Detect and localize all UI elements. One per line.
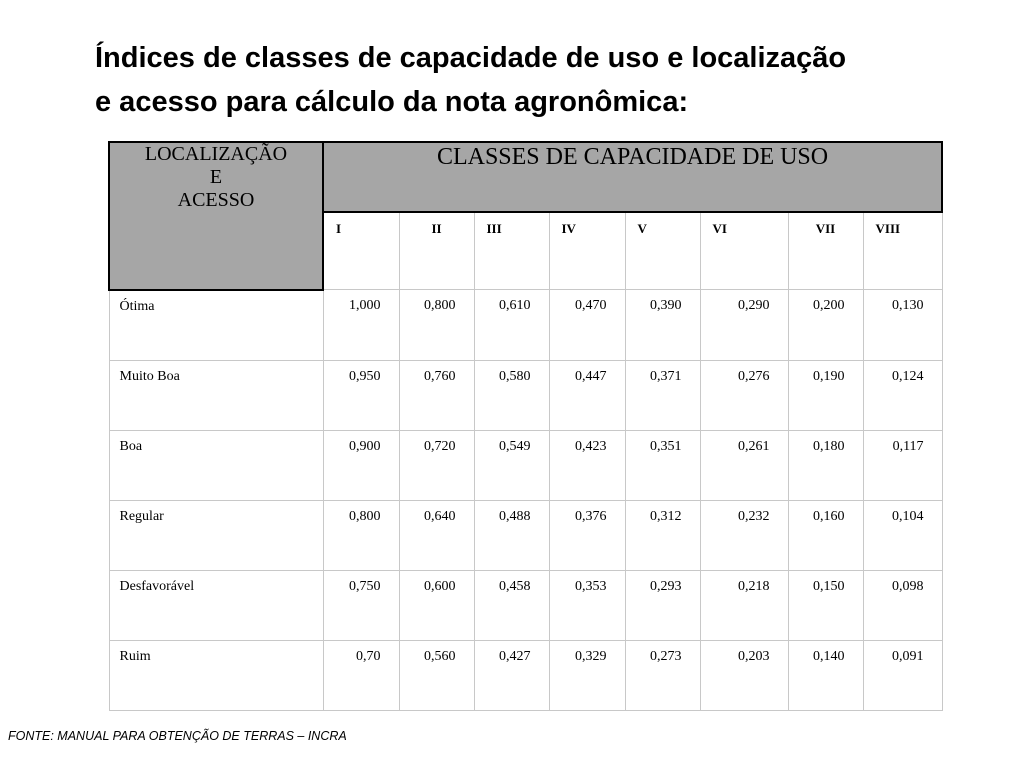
table-cell: 0,70: [323, 640, 399, 710]
table-cell: 0,800: [399, 290, 474, 361]
table-cell: 0,427: [474, 640, 549, 710]
table-cell: 0,180: [788, 430, 863, 500]
table-cell: 0,218: [700, 570, 788, 640]
title-line-1: Índices de classes de capacidade de uso e localização: [95, 42, 847, 74]
table-cell: 0,276: [700, 360, 788, 430]
table-cell: 0,376: [549, 500, 625, 570]
row-label: Ótima: [109, 290, 323, 361]
table-cell: 0,580: [474, 360, 549, 430]
header-row: [109, 142, 942, 212]
table-cell: 0,600: [399, 570, 474, 640]
class-header-iii: III: [474, 212, 549, 290]
table-row: [109, 640, 942, 710]
table-row: [109, 290, 942, 361]
class-header-v: V: [625, 212, 700, 290]
table-cell: 0,549: [474, 430, 549, 500]
header-left-line-1: LOCALIZAÇÃO: [144, 143, 288, 165]
table-cell: 0,273: [625, 640, 700, 710]
table-cell: 0,800: [323, 500, 399, 570]
table-cell: 0,312: [625, 500, 700, 570]
table-cell: 0,640: [399, 500, 474, 570]
table-cell: 0,610: [474, 290, 549, 361]
source-note: FONTE: MANUAL PARA OBTENÇÃO DE TERRAS – INCRA: [8, 729, 347, 743]
table-cell: 1,000: [323, 290, 399, 361]
table-cell: 0,091: [863, 640, 942, 710]
row-label: Muito Boa: [109, 360, 323, 430]
table-cell: 0,760: [399, 360, 474, 430]
table-cell: 0,203: [700, 640, 788, 710]
class-header-vi: VI: [700, 212, 788, 290]
header-left-line-3: ACESSO: [177, 189, 255, 211]
table-cell: 0,390: [625, 290, 700, 361]
table-cell: 0,720: [399, 430, 474, 500]
table-row: [109, 500, 942, 570]
page-title: [95, 36, 995, 124]
table-cell: 0,290: [700, 290, 788, 361]
table-cell: 0,200: [788, 290, 863, 361]
table-cell: 0,098: [863, 570, 942, 640]
row-label: Desfavorável: [109, 570, 323, 640]
table-cell: 0,140: [788, 640, 863, 710]
table-row: [109, 570, 942, 640]
table-cell: 0,488: [474, 500, 549, 570]
table-cell: 0,447: [549, 360, 625, 430]
capacity-index-table: [108, 141, 943, 711]
table-cell: 0,150: [788, 570, 863, 640]
row-label: Boa: [109, 430, 323, 500]
table-cell: 0,124: [863, 360, 942, 430]
table-cell: 0,293: [625, 570, 700, 640]
table-row: [109, 360, 942, 430]
table-cell: 0,117: [863, 430, 942, 500]
row-label: Regular: [109, 500, 323, 570]
table-cell: 0,232: [700, 500, 788, 570]
table-cell: 0,160: [788, 500, 863, 570]
class-header-viii: VIII: [863, 212, 942, 290]
title-line-2: e acesso para cálculo da nota agronômica:: [95, 86, 689, 118]
class-header-ii: II: [399, 212, 474, 290]
class-header-i: I: [323, 212, 399, 290]
class-header-vii: VII: [788, 212, 863, 290]
table-cell: 0,261: [700, 430, 788, 500]
table-cell: 0,560: [399, 640, 474, 710]
table-cell: 0,950: [323, 360, 399, 430]
table-cell: 0,190: [788, 360, 863, 430]
table-cell: 0,458: [474, 570, 549, 640]
location-access-header: [109, 142, 323, 290]
table-cell: 0,750: [323, 570, 399, 640]
table-cell: 0,900: [323, 430, 399, 500]
class-header-iv: IV: [549, 212, 625, 290]
table-cell: 0,423: [549, 430, 625, 500]
table-cell: 0,351: [625, 430, 700, 500]
table-row: [109, 430, 942, 500]
table-cell: 0,130: [863, 290, 942, 361]
table-cell: 0,329: [549, 640, 625, 710]
row-label: Ruim: [109, 640, 323, 710]
header-left-line-2: E: [209, 166, 223, 188]
table-cell: 0,104: [863, 500, 942, 570]
capacity-classes-header: CLASSES DE CAPACIDADE DE USO: [323, 142, 942, 212]
table-cell: 0,470: [549, 290, 625, 361]
table-cell: 0,353: [549, 570, 625, 640]
table-cell: 0,371: [625, 360, 700, 430]
